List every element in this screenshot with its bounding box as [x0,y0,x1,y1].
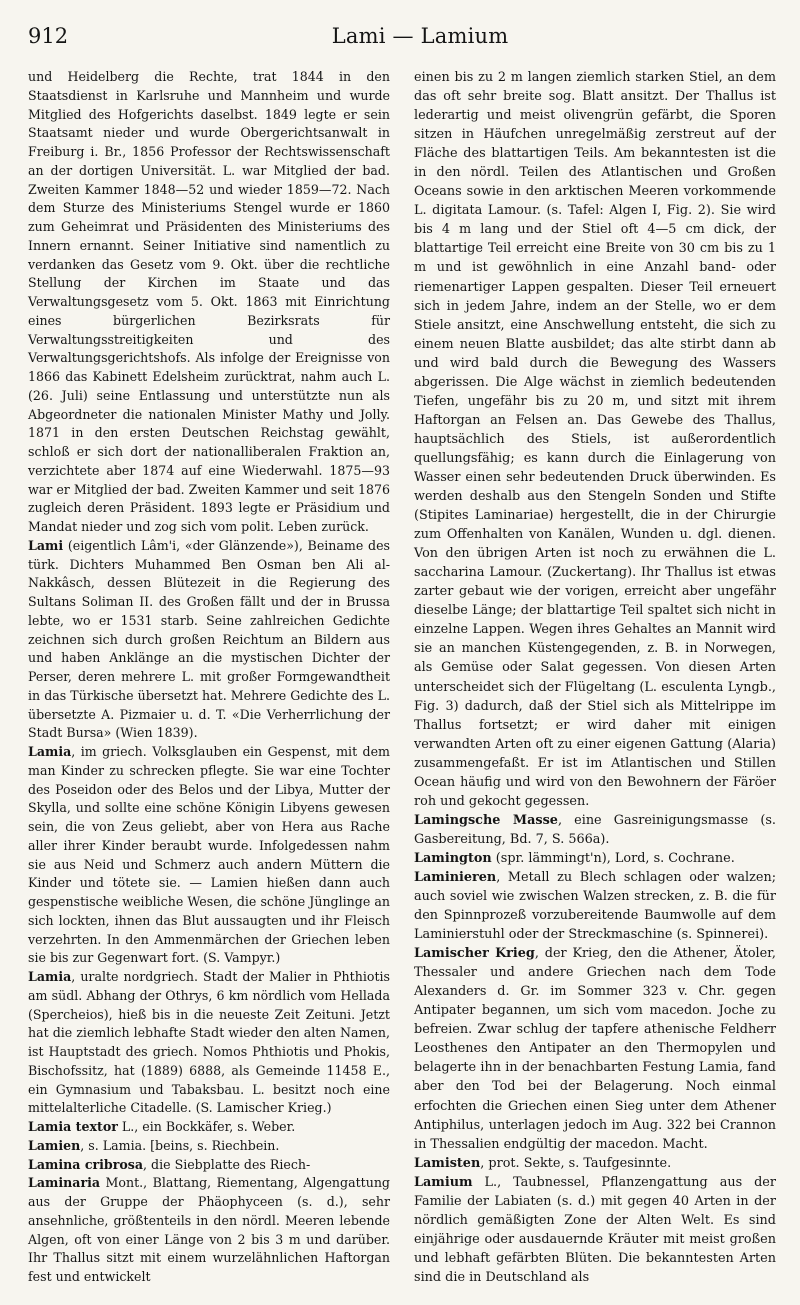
entry-headword: Lamingsche Masse [414,812,558,828]
entry-text: , im griech. Volksglauben ein Gespenst, mit dem man Kinder zu schrecken pflegte. Sie war eine Tochter des Poseidon oder des Belos und der Libya, Mutter der Skylla, und sollte eine schöne Königin Libyens gewesen sein, die von Zeus geliebt, aber von Hera aus Rache aller ihrer Kinder beraubt wurde. Infolgedessen nahm sie aus Neid und Schmerz auch andern Müttern die Kinder und tötete sie. — Lamien hießen dann auch gespenstische weibliche Wesen, die schöne Jünglinge an sich lockten, ihnen das Blut aussaugten und ihr Fleisch verzehrten. In den Ammenmärchen der Griechen leben sie bis zur Gegenwart fort. (S. Vampyr.) [28,744,390,966]
entry-laminaria [28,1174,390,1287]
entry-text: (eigentlich Lâm'i, «der Glänzende»), Beiname des türk. Dichters Muhammed Ben Osman ben Ali al-Nakkâsch, dessen Blütezeit in die Regierung des Sultans Soliman II. des Großen fällt und der in Brussa lebte, wo er 1531 starb. Seine zahlreichen Gedichte zeichnen sich durch großen Reichtum an Bildern aus und haben Anklänge an die mystischen Dichter der Perser, deren mehrere L. mit großer Formgewandtheit in das Türkische übersetzt hat. Mehrere Gedichte des L. übersetzte A. Pizmaier u. d. T. «Die Verherrlichung der Stadt Bursa» (Wien 1839). [28,537,390,741]
page-header [28,24,772,54]
entry-text: , eine Gasreinigungsmasse (s. Gasbereitung, Bd. 7, S. 566a). [414,812,776,847]
entry-text: (spr. lämmingt'n), Lord, s. Cochrane. [491,850,735,866]
entry-text: , s. Lamia. [beins, s. Riechbein. [80,1137,280,1153]
entry-headword: Lamium [414,1174,473,1190]
entry-lamien [28,1137,390,1156]
entry-text: , Metall zu Blech schlagen oder walzen; auch soviel wie zwischen Walzen strecken, z. B. die für den Spinnprozeß vorzubereitende Baumwolle auf dem Laminierstuhl oder der Streckmaschine (s. Spinnerei). [414,869,776,943]
entry-text: Mont., Blattang, Riementang, Algengattung aus der Gruppe der Phäophyceen (s. d.), sehr ansehnliche, größtenteils in den nördl. Meeren lebende Algen, oft von einer Länge von 2 bis 3 m und darüber. Ihr Thallus sitzt mit einem wurzelähnlichen Haftorgan fest und entwickelt [28,1175,390,1284]
entry-headword: Lamia [28,969,72,984]
entry-laminieren [414,868,776,944]
entry-headword: Lamisten [414,1155,481,1171]
running-head: Lami — Lamium [331,24,509,48]
entry-lamingsche-masse [414,811,776,849]
entry-text: , uralte nordgriech. Stadt der Malier in Phthiotis am südl. Abhang der Othrys, 6 km nördlich vom Hellada (Spercheios), hieß bis in die neueste Zeit Zeituni. Jetzt hat die ziemlich lebhafte Stadt wieder den alten Namen, ist Hauptstadt des griech. Nomos Phthiotis und Phokis, Bischofssitz, hat (1889) 6888, als Gemeinde 11458 E., ein Gymnasium und Tabaksbau. L. besitzt noch eine mittelalterliche Citadelle. (S. Lamischer Krieg.) [28,969,390,1116]
entry-lamington [414,849,776,868]
entry-text: , die Siebplatte des Riech- [143,1156,311,1172]
entry-headword: Laminieren [414,869,497,885]
entry-lamia-city [28,968,390,1118]
entry-headword: Lamington [414,850,492,866]
entry-headword: Laminaria [28,1175,101,1191]
entry-text: , prot. Sekte, s. Taufgesinnte. [480,1155,672,1171]
entry-lamina-cribrosa [28,1156,390,1175]
entry-headword: Lami [28,537,64,553]
entry-lamia-myth [28,743,390,968]
entry-lami [28,537,390,743]
left-column [28,68,390,1287]
page-number: 912 [28,24,69,48]
entry-continuation-laminaria [414,68,776,811]
entry-lamia-textor [28,1118,390,1137]
entry-text: L., ein Bockkäfer, s. Weber. [117,1119,296,1134]
column-gutter [400,68,401,1282]
right-column [414,68,776,1287]
entry-lamium [414,1173,776,1287]
entry-lamisten [414,1154,776,1173]
entry-continuation-lamey [28,68,390,537]
entry-headword: Lamia [28,744,72,759]
entry-text: L., Taubnessel, Pflanzengattung aus der Familie der Labiaten (s. d.) mit gegen 40 Arten in der nördlich gemäßigten Zone der Alten Welt. Es sind einjährige oder ausdauernde Kräuter mit meist großen und lebhaft gefärbten Blüten. Die bekanntesten Arten sind die in Deutschland als [414,1174,776,1285]
entry-headword: Lamischer Krieg [414,946,535,962]
entry-headword: Lamia textor [28,1119,118,1134]
entry-text: einen bis zu 2 m langen ziemlich starken Stiel, an dem das oft sehr breite sog. Blatt ansitzt. Der Thallus ist lederartig und meist olivengrün gefärbt, die Sporen sitzen in Häufchen unregelmäßig zerstreut auf der Fläche des blattartigen Teils. Am bekanntesten ist die in den nördl. Teilen des Atlantischen und Großen Oceans sowie in den arktischen Meeren vorkommende L. digitata Lamour. (s. Tafel: Algen I, Fig. 2). Sie wird bis 4 m lang und der Stiel oft 4—5 cm dick, der blattartige Teil erreicht eine Breite von 30 cm bis zu 1 m und ist gewöhnlich in eine Anzahl band- oder riemenartiger Lappen gespalten. Dieser Teil erneuert sich in jedem Jahre, indem an der Stelle, wo er dem Stiele ansitzt, eine Anschwellung entsteht, die sich zu einem neuen Blatte ausbildet; das alte stirbt dann ab und wird bald durch die Bewegung des Wassers abgerissen. Die Alge wächst in ziemlich bedeutenden Tiefen, ungefähr bis zu 20 m, und sitzt mit ihrem Haftorgan an Felsen an. Das Gewebe des Thallus, hauptsächlich des Stiels, ist außerordentlich quellungsfähig; es kann durch die Einlagerung von Wasser einen sehr bedeutenden Druck überwinden. Es werden deshalb aus den Stengeln Sonden und Stifte (Stipites Laminariae) hergestellt, die in der Chirurgie zum Offenhalten von Kanälen, Wunden u. dgl. dienen. Von den übrigen Arten ist noch zu erwähnen die L. saccharina Lamour. (Zuckertang). Ihr Thallus ist etwas zarter gebaut wie der vorigen, erreicht aber ungefähr dieselbe Länge; der blattartige Teil spaltet sich nicht in einzelne Lappen. Wegen ihres Gehaltes an Mannit wird sie an manchen Küstengegenden, z. B. in Norwegen, als Gemüse oder Salat gegessen. Von diesen Arten unterscheidet sich der Flügeltang (L. esculenta Lyngb., Fig. 3) dadurch, daß der Stiel sich als Mittelrippe im Thallus fortsetzt; er wird daher mit einigen verwandten Arten oft zu einer eigenen Gattung (Alaria) zusammengefaßt. Er ist im Atlantischen und Stillen Ocean häufig und wird von den Bewohnern der Färöer roh und gekocht gegessen. [414,70,776,809]
entry-headword: Lamien [28,1137,81,1153]
entry-text: und Heidelberg die Rechte, trat 1844 in den Staatsdienst in Karlsruhe und Mannheim und wurde Mitglied des Hofgerichts daselbst. 1849 legte er sein Staatsamt nieder und wurde Obergerichtsanwalt in Freiburg i. Br., 1856 Professor der Rechtswissenschaft an der dortigen Universität. L. war Mitglied der bad. Zweiten Kammer 1848—52 und wieder 1859—72. Nach dem Sturze des Ministeriums Stengel wurde er 1860 zum Geheimrat und Präsidenten des Ministeriums des Innern ernannt. Seiner Initiative sind namentlich zu verdanken das Gesetz vom 9. Okt. über die rechtliche Stellung der Kirchen im Staate und das Verwaltungsgesetz vom 5. Okt. 1863 mit Einrichtung eines bürgerlichen Bezirksrats für Verwaltungsstreitigkeiten und des Verwaltungsgerichtshofs. Als infolge der Ereignisse von 1866 das Kabinett Edelsheim zurücktrat, nahm auch L. (26. Juli) seine Entlassung und unterstützte nun als Abgeordneter die nationalen Minister Mathy und Jolly. 1871 in den ersten Deutschen Reichstag gewählt, schloß er sich dort der nationalliberalen Fraktion an, verzichtete aber 1874 auf eine Wiederwahl. 1875—93 war er Mitglied der bad. Zweiten Kammer und seit 1876 zugleich deren Präsident. 1893 legte er Präsidium und Mandat nieder und zog sich vom polit. Leben zurück. [28,69,390,534]
entry-text: , der Krieg, den die Athener, Ätoler, Thessaler und andere Griechen nach dem Tode Alexanders d. Gr. im Sommer 323 v. Chr. gegen Antipater begannen, um sich vom macedon. Joche zu befreien. Zwar schlug der tapfere athenische Feldherr Leosthenes den Antipater an den Thermopylen und belagerte ihn in der benachbarten Festung Lamia, fand aber den Tod bei der Belagerung. Noch einmal erfochten die Griechen einen Sieg unter dem Athener Antiphilus, unterlagen jedoch im Aug. 322 bei Crannon in Thessalien endgültig der macedon. Macht. [414,946,776,1152]
entry-headword: Lamina cribrosa [28,1156,144,1172]
entry-lamischer-krieg [414,944,776,1154]
